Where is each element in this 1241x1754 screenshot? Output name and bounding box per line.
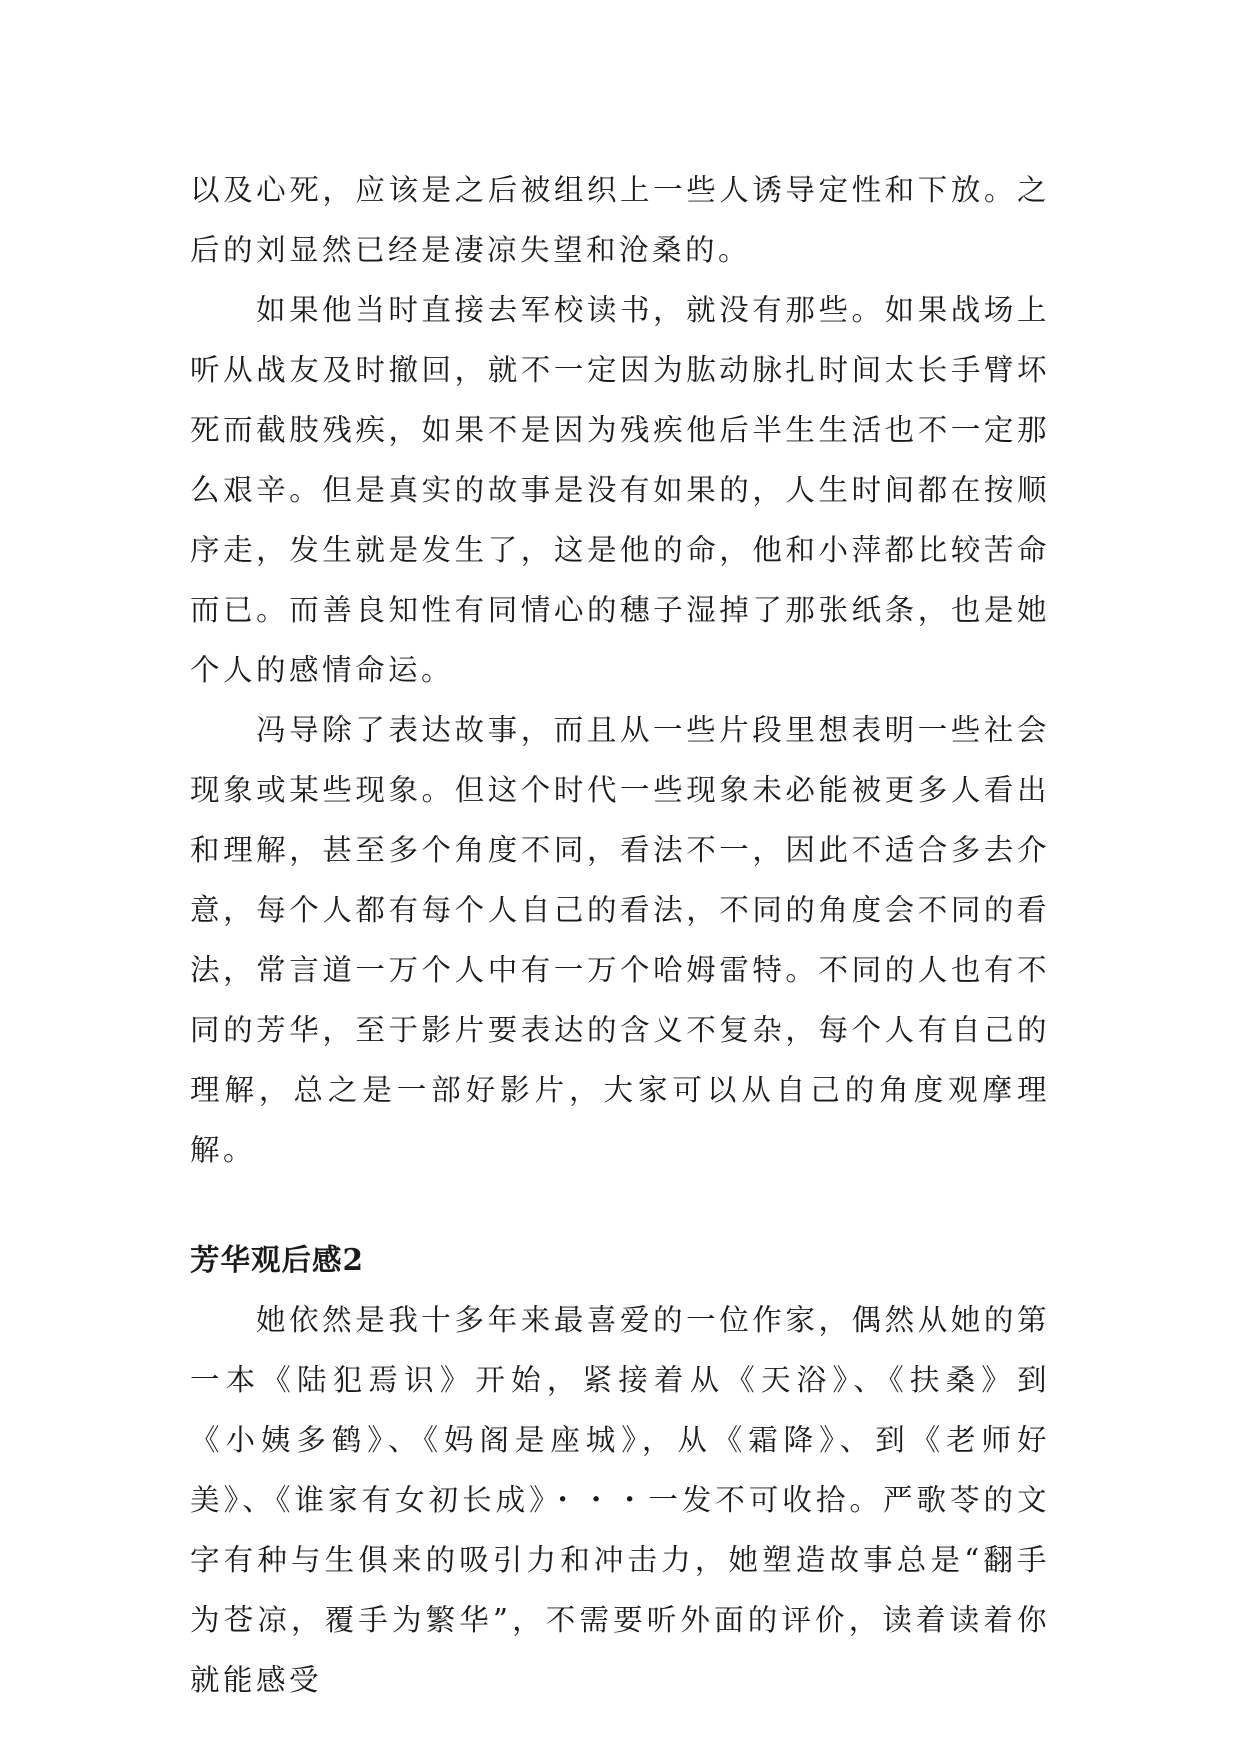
paragraph-what-if: 如果他当时直接去军校读书，就没有那些。如果战场上听从战友及时撤回，就不一定因为肱动脉扎时间太长手臂坏死而截肢残疾，如果不是因为残疾他后半生生活也不一定那么艰辛。但是真实的故事是没有如果的，人生时间都在按顺序走，发生就是发生了，这是他的命，他和小萍都比较苦命而已。而善良知性有同情心的穗子湿掉了那张纸条，也是她个人的感情命运。	[190, 293, 1050, 687]
paragraph-continuation: 以及心死，应该是之后被组织上一些人诱导定性和下放。之后的刘显然已经是凄凉失望和沧桑的。	[190, 173, 1050, 267]
document-body	[190, 160, 1050, 1710]
section-spacer	[190, 1180, 1050, 1230]
section-heading: 芳华观后感2	[190, 1242, 365, 1277]
paragraph-director-intent: 冯导除了表达故事，而且从一些片段里想表明一些社会现象或某些现象。但这个时代一些现象未必能被更多人看出和理解，甚至多个角度不同，看法不一，因此不适合多去介意，每个人都有每个人自己的看法，不同的角度会不同的看法，常言道一万个人中有一万个哈姆雷特。不同的人也有不同的芳华，至于影片要表达的含义不复杂，每个人有自己的理解，总之是一部好影片，大家可以从自己的角度观摩理解。	[190, 713, 1050, 1167]
paragraph-favorite-author: 她依然是我十多年来最喜爱的一位作家，偶然从她的第一本《陆犯焉识》开始，紧接着从《天浴》、《扶桑》到《小姨多鹤》、《妈阁是座城》，从《霜降》、到《老师好美》、《谁家有女初长成》・・・一发不可收拾。严歌苓的文字有种与生俱来的吸引力和冲击力，她塑造故事总是“翻手为苍凉，覆手为繁华”，不需要听外面的评价，读着读着你就能感受	[190, 1303, 1050, 1697]
